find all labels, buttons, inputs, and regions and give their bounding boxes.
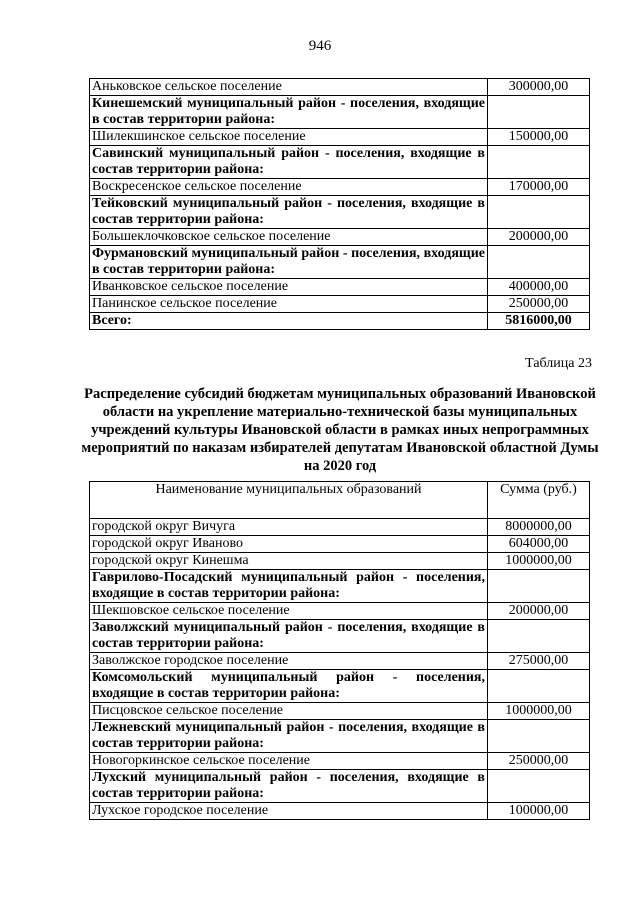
table-row — [90, 703, 590, 720]
municipality-name: Савинский муниципальный район - поселения, входящие в состав территории района: — [90, 146, 488, 179]
amount-cell — [488, 670, 590, 703]
municipality-name: Кинешемский муниципальный район - поселения, входящие в состав территории района: — [90, 96, 488, 129]
municipality-name: Панинское сельское поселение — [90, 296, 488, 313]
amount-cell: 1000000,00 — [488, 703, 590, 720]
amount-cell — [488, 620, 590, 653]
table-row — [90, 803, 590, 820]
amount-cell: 1000000,00 — [488, 553, 590, 570]
amount-cell — [488, 196, 590, 229]
amount-cell: 170000,00 — [488, 179, 590, 196]
column-header-name: Наименование муниципальных образований — [90, 482, 488, 519]
table-row — [90, 519, 590, 536]
municipality-name: Гаврилово-Посадский муниципальный район - поселения, входящие в состав территории района: — [90, 570, 488, 603]
table-row — [90, 296, 590, 313]
amount-cell: 150000,00 — [488, 129, 590, 146]
municipality-name: Большеклочковское сельское поселение — [90, 229, 488, 246]
allocation-table-23 — [89, 481, 590, 820]
municipality-name: Комсомольский муниципальный район - поселения, входящие в состав территории района: — [90, 670, 488, 703]
amount-cell: 250000,00 — [488, 296, 590, 313]
municipality-name: Лухское городское поселение — [90, 803, 488, 820]
municipality-name: Всего: — [90, 313, 488, 330]
municipality-name: Шилекшинское сельское поселение — [90, 129, 488, 146]
district-header-row — [90, 570, 590, 603]
municipality-name: Лухский муниципальный район - поселения, входящие в состав территории района: — [90, 770, 488, 803]
district-header-row — [90, 670, 590, 703]
amount-cell: 200000,00 — [488, 229, 590, 246]
district-header-row — [90, 313, 590, 330]
table-row — [90, 279, 590, 296]
table-row — [90, 129, 590, 146]
table-row — [90, 179, 590, 196]
amount-cell: 400000,00 — [488, 279, 590, 296]
district-header-row — [90, 620, 590, 653]
table-row — [90, 753, 590, 770]
table-row — [90, 603, 590, 620]
municipality-name: Новогоркинское сельское поселение — [90, 753, 488, 770]
amount-cell: 250000,00 — [488, 753, 590, 770]
table-row — [90, 553, 590, 570]
amount-cell: 5816000,00 — [488, 313, 590, 330]
table-row — [90, 79, 590, 96]
municipality-name: Воскресенское сельское поселение — [90, 179, 488, 196]
municipality-name: Тейковский муниципальный район - поселения, входящие в состав территории района: — [90, 196, 488, 229]
district-header-row — [90, 720, 590, 753]
table-caption: Распределение субсидий бюджетам муниципальных образований Ивановской области на укрепление материально-технической базы муниципальных учреждений культуры Ивановской области в рамках иных непрограммных мероприятий по наказам избирателей депутатам Ивановской областной Думы на 2020 год — [81, 386, 599, 474]
amount-cell — [488, 720, 590, 753]
municipality-name: городской округ Иваново — [90, 536, 488, 553]
amount-cell — [488, 146, 590, 179]
table-label: Таблица 23 — [525, 356, 592, 371]
table-row — [90, 229, 590, 246]
district-header-row — [90, 196, 590, 229]
amount-cell — [488, 570, 590, 603]
page-number: 946 — [308, 38, 332, 54]
municipality-name: Лежневский муниципальный район - поселения, входящие в состав территории района: — [90, 720, 488, 753]
table-row — [90, 536, 590, 553]
amount-cell: 604000,00 — [488, 536, 590, 553]
amount-cell — [488, 96, 590, 129]
amount-cell — [488, 246, 590, 279]
amount-cell — [488, 770, 590, 803]
municipality-name: Заволжское городское поселение — [90, 653, 488, 670]
table-header-row — [90, 482, 590, 519]
amount-cell: 200000,00 — [488, 603, 590, 620]
table-row — [90, 653, 590, 670]
municipality-name: Заволжский муниципальный район - поселения, входящие в состав территории района: — [90, 620, 488, 653]
district-header-row — [90, 146, 590, 179]
municipality-name: Писцовское сельское поселение — [90, 703, 488, 720]
district-header-row — [90, 96, 590, 129]
district-header-row — [90, 770, 590, 803]
district-header-row — [90, 246, 590, 279]
municipality-name: городской округ Вичуга — [90, 519, 488, 536]
amount-cell: 300000,00 — [488, 79, 590, 96]
municipality-name: Иванковское сельское поселение — [90, 279, 488, 296]
municipality-name: Фурмановский муниципальный район - поселения, входящие в состав территории района: — [90, 246, 488, 279]
allocation-table-continued — [89, 78, 590, 330]
column-header-amount: Сумма (руб.) — [488, 482, 590, 519]
municipality-name: городской округ Кинешма — [90, 553, 488, 570]
amount-cell: 100000,00 — [488, 803, 590, 820]
amount-cell: 8000000,00 — [488, 519, 590, 536]
municipality-name: Шекшовское сельское поселение — [90, 603, 488, 620]
amount-cell: 275000,00 — [488, 653, 590, 670]
municipality-name: Аньковское сельское поселение — [90, 79, 488, 96]
